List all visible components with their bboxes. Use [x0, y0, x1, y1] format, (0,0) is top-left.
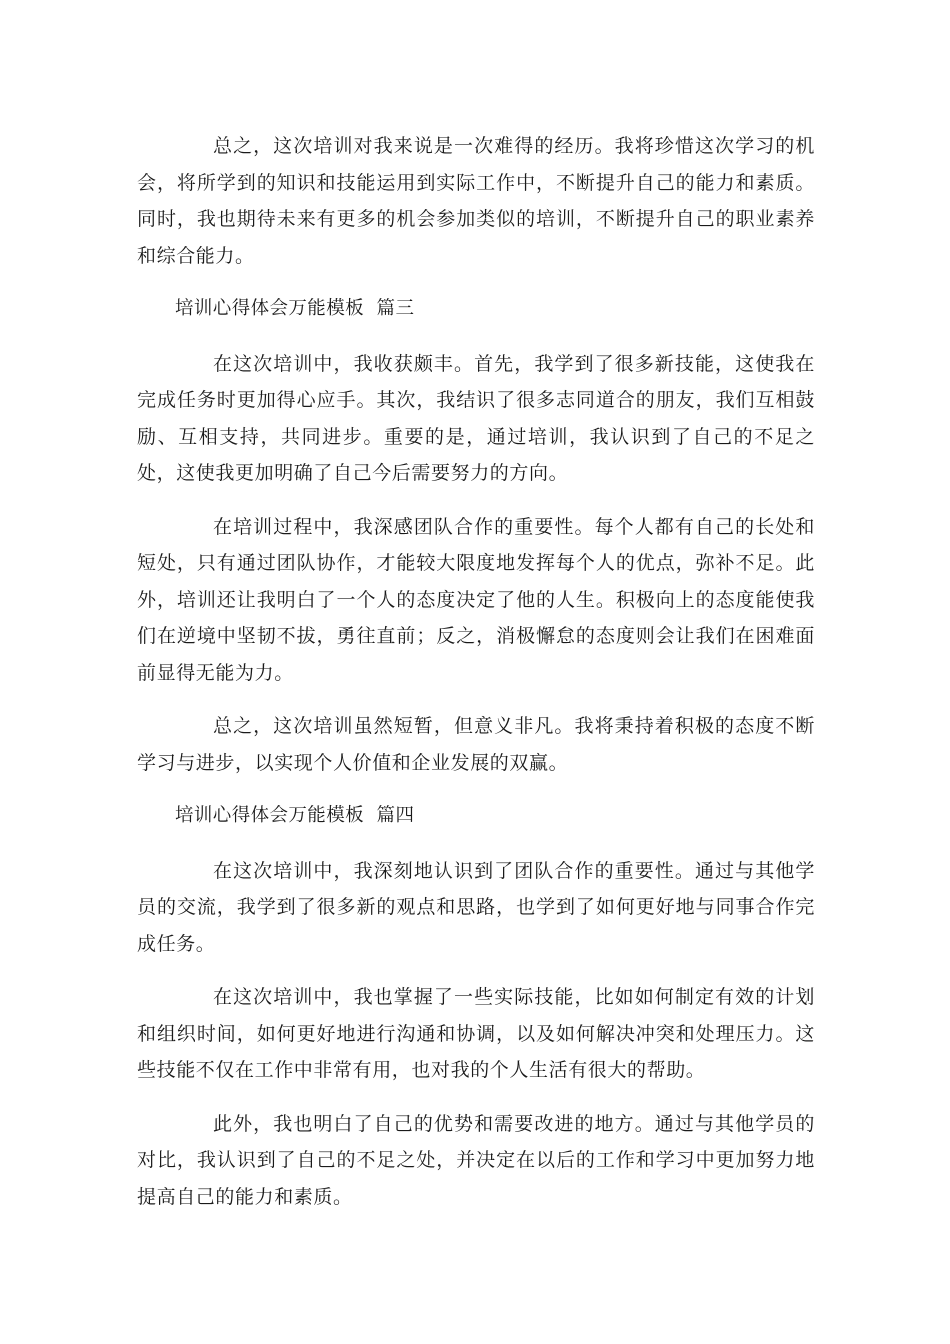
paragraph-3: 在培训过程中，我深感团队合作的重要性。每个人都有自己的长处和短处，只有通过团队协作，才能较大限度地发挥每个人的优点，弥补不足。此外，培训还让我明白了一个人的态度决定了他的人生。积极向上的态度能使我们在逆境中坚韧不拔，勇往直前；反之，消极懈怠的态度则会让我们在困难面前显得无能为力。	[137, 515, 815, 684]
section-heading-4: 培训心得体会万能模板 篇四	[175, 805, 415, 826]
paragraph-6: 在这次培训中，我也掌握了一些实际技能，比如如何制定有效的计划和组织时间，如何更好地进行沟通和协调，以及如何解决冲突和处理压力。这些技能不仅在工作中非常有用，也对我的个人生活有很大的帮助。	[137, 986, 815, 1081]
paragraph-4: 总之，这次培训虽然短暂，但意义非凡。我将秉持着积极的态度不断学习与进步，以实现个人价值和企业发展的双赢。	[137, 715, 815, 774]
paragraph-2: 在这次培训中，我收获颇丰。首先，我学到了很多新技能，这使我在完成任务时更加得心应手。其次，我结识了很多志同道合的朋友，我们互相鼓励、互相支持，共同进步。重要的是，通过培训，我认识到了自己的不足之处，这使我更加明确了自己今后需要努力的方向。	[137, 352, 815, 484]
document-body	[137, 128, 815, 1232]
paragraph-5: 在这次培训中，我深刻地认识到了团队合作的重要性。通过与其他学员的交流，我学到了很多新的观点和思路，也学到了如何更好地与同事合作完成任务。	[137, 859, 815, 955]
section-heading-3: 培训心得体会万能模板 篇三	[175, 298, 415, 319]
paragraph-7: 此外，我也明白了自己的优势和需要改进的地方。通过与其他学员的对比，我认识到了自己的不足之处，并决定在以后的工作和学习中更加努力地提高自己的能力和素质。	[137, 1112, 815, 1208]
paragraph-1: 总之，这次培训对我来说是一次难得的经历。我将珍惜这次学习的机会，将所学到的知识和技能运用到实际工作中，不断提升自己的能力和素质。同时，我也期待未来有更多的机会参加类似的培训，不断提升自己的职业素养和综合能力。	[137, 135, 815, 267]
